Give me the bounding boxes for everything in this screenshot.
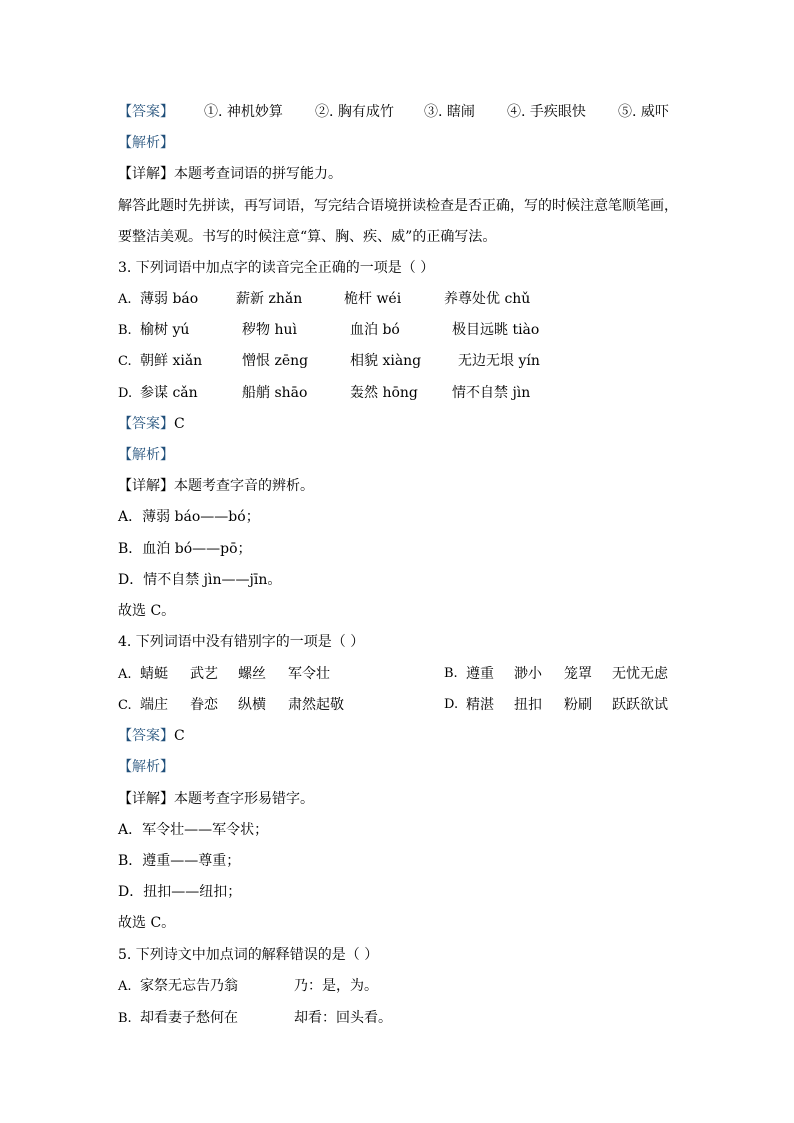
option-item: 遵重 bbox=[466, 666, 494, 682]
q3-detail-line-2: B．血泊 bó——pō； bbox=[118, 541, 252, 557]
q4-detail bbox=[118, 789, 314, 809]
q2-answer-5: ⑤. 威吓 bbox=[618, 104, 669, 120]
option-explain: 却看：回头看。 bbox=[294, 1010, 392, 1026]
detail-text: 本题考查字音的辨析。 bbox=[174, 478, 314, 494]
q4-conclusion: 故选 C。 bbox=[118, 915, 176, 931]
option-item: 螺丝 bbox=[238, 666, 266, 682]
option-item: 憎恨 zēng bbox=[242, 353, 309, 369]
q2-para-2: 要整洁美观。书写的时候注意“算、胸、疾、威”的正确写法。 bbox=[118, 229, 497, 245]
q4-answer bbox=[118, 726, 185, 746]
q3-option-d bbox=[118, 383, 531, 404]
q4-detail-line-1: A．军令壮——军令状； bbox=[118, 822, 269, 838]
q4-detail-line-2: B．遵重——尊重； bbox=[118, 853, 241, 869]
q5-option-a bbox=[118, 976, 378, 997]
q3-detail bbox=[118, 476, 314, 496]
detail-tag: 【详解】 bbox=[118, 791, 174, 807]
option-item: 桅杆 wéi bbox=[344, 291, 402, 307]
q4-stem: 4. 下列词语中没有错别字的一项是（ ） bbox=[118, 634, 365, 650]
q3-analysis-tag: 【解析】 bbox=[118, 447, 174, 463]
answer-tag: 【答案】 bbox=[118, 416, 174, 432]
detail-text: 本题考查字形易错字。 bbox=[174, 791, 314, 807]
q4-options-row-1 bbox=[118, 664, 668, 685]
option-explain: 乃：是，为。 bbox=[294, 978, 378, 994]
q2-analysis-tag: 【解析】 bbox=[118, 135, 174, 151]
option-item: 薪新 zhǎn bbox=[236, 291, 303, 307]
q3-stem: 3. 下列词语中加点字的读音完全正确的一项是（ ） bbox=[118, 260, 435, 276]
option-label: D. bbox=[444, 697, 459, 712]
q2-detail bbox=[118, 164, 342, 184]
answer-value: C bbox=[174, 416, 185, 432]
answer-tag: 【答案】 bbox=[118, 104, 174, 120]
option-item: 无边无垠 yín bbox=[458, 353, 540, 369]
option-item: 秽物 huì bbox=[242, 322, 297, 338]
option-item: 情不自禁 jìn bbox=[452, 385, 531, 401]
detail-tag: 【详解】 bbox=[118, 478, 174, 494]
option-item: 笼罩 bbox=[564, 666, 592, 682]
option-label: B. bbox=[118, 1011, 132, 1026]
option-item: 极目远眺 tiào bbox=[452, 322, 540, 338]
q2-para-1: 解答此题时先拼读，再写词语，写完结合语境拼读检查是否正确，写的时候注意笔顺笔画， bbox=[118, 198, 678, 214]
detail-text: 本题考查词语的拼写能力。 bbox=[174, 166, 342, 182]
q3-option-a bbox=[118, 289, 531, 310]
option-label: B. bbox=[118, 323, 132, 338]
option-item: 相貌 xiàng bbox=[350, 353, 422, 369]
option-item: 武艺 bbox=[190, 666, 218, 682]
option-item: 粉刷 bbox=[564, 697, 592, 713]
option-label: C. bbox=[118, 698, 132, 713]
option-item: 薄弱 báo bbox=[140, 291, 199, 307]
option-item: 朝鲜 xiǎn bbox=[140, 353, 203, 369]
q3-detail-line-3: D．情不自禁 jìn——jīn。 bbox=[118, 572, 282, 588]
option-item: 无忧无虑 bbox=[612, 666, 668, 682]
q3-option-b bbox=[118, 320, 540, 341]
q2-answer-2: ②. 胸有成竹 bbox=[315, 104, 394, 120]
q3-detail-line-1: A．薄弱 báo——bó； bbox=[118, 509, 260, 525]
option-item: 蜻蜓 bbox=[140, 666, 168, 682]
option-item: 肃然起敬 bbox=[288, 697, 344, 713]
option-label: A. bbox=[118, 292, 132, 307]
option-label: A. bbox=[118, 979, 132, 994]
option-label: C. bbox=[118, 354, 132, 369]
q3-answer bbox=[118, 414, 185, 434]
option-item: 榆树 yú bbox=[140, 322, 190, 338]
q4-options-row-2 bbox=[118, 695, 668, 716]
q4-analysis-tag: 【解析】 bbox=[118, 759, 174, 775]
option-label: B. bbox=[444, 666, 458, 681]
option-item: 养尊处优 chǔ bbox=[444, 291, 531, 307]
option-text: 却看妻子愁何在 bbox=[140, 1010, 238, 1026]
option-item: 端庄 bbox=[140, 697, 168, 713]
option-item: 渺小 bbox=[514, 666, 542, 682]
option-item: 军令壮 bbox=[288, 666, 330, 682]
option-item: 轰然 hōng bbox=[350, 385, 418, 401]
q3-conclusion: 故选 C。 bbox=[118, 603, 176, 619]
option-item: 参谋 cǎn bbox=[140, 385, 198, 401]
q5-option-b bbox=[118, 1008, 392, 1029]
q5-stem: 5. 下列诗文中加点词的解释错误的是（ ） bbox=[118, 947, 379, 963]
option-item: 跃跃欲试 bbox=[612, 697, 668, 713]
detail-tag: 【详解】 bbox=[118, 166, 174, 182]
option-text: 家祭无忘告乃翁 bbox=[140, 978, 238, 994]
q2-answer-row bbox=[118, 102, 669, 122]
option-item: 纵横 bbox=[238, 697, 266, 713]
option-item: 扭扣 bbox=[514, 697, 542, 713]
answer-tag: 【答案】 bbox=[118, 728, 174, 744]
answer-value: C bbox=[174, 728, 185, 744]
q2-answer-1: ①. 神机妙算 bbox=[204, 104, 283, 120]
q4-detail-line-3: D．扭扣——纽扣； bbox=[118, 884, 242, 900]
option-label: A. bbox=[118, 667, 132, 682]
option-item: 血泊 bó bbox=[350, 322, 400, 338]
q3-option-c bbox=[118, 351, 540, 372]
q2-answer-3: ③. 瞎闹 bbox=[424, 104, 475, 120]
option-item: 精湛 bbox=[466, 697, 494, 713]
option-item: 眷恋 bbox=[190, 697, 218, 713]
option-item: 船艄 shāo bbox=[242, 385, 308, 401]
q2-answer-4: ④. 手疾眼快 bbox=[507, 104, 586, 120]
option-label: D. bbox=[118, 386, 133, 401]
